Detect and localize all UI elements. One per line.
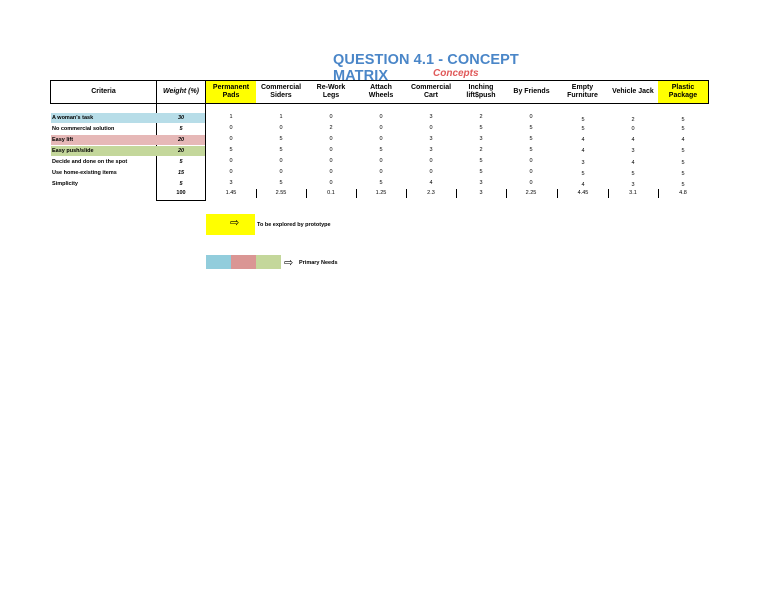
score-cell: 0 xyxy=(329,169,333,175)
score-cell: 4 xyxy=(581,182,585,188)
score-cell: 0 xyxy=(329,114,333,120)
score-cell: 2 xyxy=(479,114,483,120)
primary-needs-swatch-red xyxy=(231,255,256,269)
score-cell: 5 xyxy=(379,180,383,186)
score-cell: 4 xyxy=(631,160,635,166)
score-cell: 0 xyxy=(379,158,383,164)
score-cell: 3 xyxy=(479,136,483,142)
score-cell: 5 xyxy=(681,148,685,154)
criterion-weight: 20 xyxy=(177,137,185,143)
concept-header: By Friends xyxy=(513,88,550,95)
criterion-label: Use home-existing items xyxy=(52,170,117,176)
concept-header: Attach Wheels xyxy=(368,84,394,99)
total-separator xyxy=(406,189,407,198)
criterion-weight: 5 xyxy=(179,126,183,132)
criterion-label: Easy lift xyxy=(51,135,205,145)
concept-header: Empty Furniture xyxy=(567,84,598,99)
score-cell: 0 xyxy=(279,125,283,131)
criterion-weight: 5 xyxy=(179,181,183,187)
score-cell: 5 xyxy=(279,147,283,153)
concept-header: Re-Work Legs xyxy=(316,84,346,99)
total-separator xyxy=(658,189,659,198)
score-cell: 4 xyxy=(681,137,685,143)
score-cell: 3 xyxy=(429,136,433,142)
score-cell: 5 xyxy=(681,126,685,132)
score-cell: 0 xyxy=(529,169,533,175)
score-cell: 5 xyxy=(479,125,483,131)
score-cell: 5 xyxy=(479,169,483,175)
score-cell: 5 xyxy=(581,126,585,132)
total-separator xyxy=(557,189,558,198)
concept-header: Inching lift$push xyxy=(466,84,496,99)
score-cell: 2 xyxy=(631,117,635,123)
concepts-subtitle: Concepts xyxy=(433,68,479,79)
criteria-header: Criteria xyxy=(91,87,116,95)
score-cell: 5 xyxy=(479,158,483,164)
criterion-weight: 30 xyxy=(177,115,185,121)
score-cell: 0 xyxy=(529,114,533,120)
score-cell: 0 xyxy=(279,169,283,175)
criterion-weight: 20 xyxy=(177,148,185,154)
page-title: QUESTION 4.1 - CONCEPT MATRIX xyxy=(333,52,519,84)
score-cell: 0 xyxy=(229,169,233,175)
score-cell: 1 xyxy=(279,114,283,120)
total-separator xyxy=(356,189,357,198)
criterion-label: A woman's task xyxy=(51,113,205,123)
score-cell: 4 xyxy=(631,137,635,143)
weight-header: Weight (%) xyxy=(162,87,200,95)
score-cell: 0 xyxy=(379,114,383,120)
score-cell: 0 xyxy=(429,125,433,131)
criterion-weight: 15 xyxy=(177,170,185,176)
score-cell: 5 xyxy=(581,117,585,123)
score-cell: 0 xyxy=(329,180,333,186)
score-cell: 0 xyxy=(329,158,333,164)
total-separator xyxy=(256,189,257,198)
score-cell: 5 xyxy=(581,171,585,177)
total-weight: 100 xyxy=(176,190,186,196)
primary-needs-swatch-green xyxy=(256,255,281,269)
primary-needs-label: Primary Needs xyxy=(299,260,338,266)
score-cell: 3 xyxy=(581,160,585,166)
weighted-total: 1.25 xyxy=(375,190,387,196)
score-cell: 0 xyxy=(429,158,433,164)
weighted-total: 2.25 xyxy=(525,190,537,196)
score-cell: 5 xyxy=(631,171,635,177)
total-separator xyxy=(456,189,457,198)
score-cell: 5 xyxy=(529,125,533,131)
score-cell: 3 xyxy=(479,180,483,186)
score-cell: 0 xyxy=(279,158,283,164)
weighted-total: 3.1 xyxy=(629,190,637,196)
score-cell: 0 xyxy=(631,126,635,132)
score-cell: 0 xyxy=(379,169,383,175)
prototype-arrow-icon: ⇨ xyxy=(230,216,240,229)
score-cell: 3 xyxy=(429,147,433,153)
score-cell: 0 xyxy=(379,136,383,142)
weighted-total: 1.45 xyxy=(225,190,237,196)
criterion-label: Simplicity xyxy=(52,181,78,187)
score-cell: 0 xyxy=(329,147,333,153)
score-cell: 3 xyxy=(429,114,433,120)
score-cell: 0 xyxy=(229,158,233,164)
primary-arrow-icon: ⇨ xyxy=(284,256,294,269)
score-cell: 5 xyxy=(681,182,685,188)
score-cell: 1 xyxy=(229,114,233,120)
score-cell: 0 xyxy=(429,169,433,175)
criterion-label: Easy push/slide xyxy=(51,146,205,156)
score-cell: 5 xyxy=(279,180,283,186)
weighted-total: 4.45 xyxy=(577,190,589,196)
score-cell: 4 xyxy=(581,137,585,143)
weighted-total: 2.3 xyxy=(427,190,435,196)
criterion-weight: 5 xyxy=(179,159,183,165)
score-cell: 5 xyxy=(681,117,685,123)
weighted-total: 4.8 xyxy=(679,190,687,196)
score-cell: 5 xyxy=(379,147,383,153)
score-cell: 5 xyxy=(681,160,685,166)
score-cell: 5 xyxy=(681,171,685,177)
score-cell: 0 xyxy=(229,125,233,131)
score-cell: 0 xyxy=(529,158,533,164)
criterion-label: Decide and done on the spot xyxy=(52,159,128,165)
score-cell: 4 xyxy=(581,148,585,154)
score-cell: 3 xyxy=(229,180,233,186)
total-separator xyxy=(506,189,507,198)
score-cell: 2 xyxy=(479,147,483,153)
score-cell: 3 xyxy=(631,182,635,188)
score-cell: 4 xyxy=(429,180,433,186)
weighted-total: 2.55 xyxy=(275,190,287,196)
score-cell: 5 xyxy=(529,147,533,153)
prototype-legend-label: To be explored by prototype xyxy=(257,222,331,228)
score-cell: 5 xyxy=(229,147,233,153)
concept-header: Commercial Siders xyxy=(260,84,302,99)
criterion-label: No commercial solution xyxy=(52,126,115,132)
score-cell: 0 xyxy=(529,180,533,186)
score-cell: 5 xyxy=(529,136,533,142)
weighted-total: 3 xyxy=(479,190,483,196)
score-cell: 0 xyxy=(329,136,333,142)
primary-needs-swatch-blue xyxy=(206,255,231,269)
score-cell: 3 xyxy=(631,148,635,154)
concept-header: Plastic Package xyxy=(658,81,708,103)
concept-header: Vehicle Jack xyxy=(612,88,654,95)
concept-header: Permanent Pads xyxy=(206,81,256,103)
score-cell: 5 xyxy=(279,136,283,142)
score-cell: 0 xyxy=(229,136,233,142)
score-cell: 2 xyxy=(329,125,333,131)
score-cell: 0 xyxy=(379,125,383,131)
total-separator xyxy=(608,189,609,198)
weighted-total: 0.1 xyxy=(327,190,335,196)
concept-header: Commercial Cart xyxy=(410,84,452,99)
total-separator xyxy=(306,189,307,198)
